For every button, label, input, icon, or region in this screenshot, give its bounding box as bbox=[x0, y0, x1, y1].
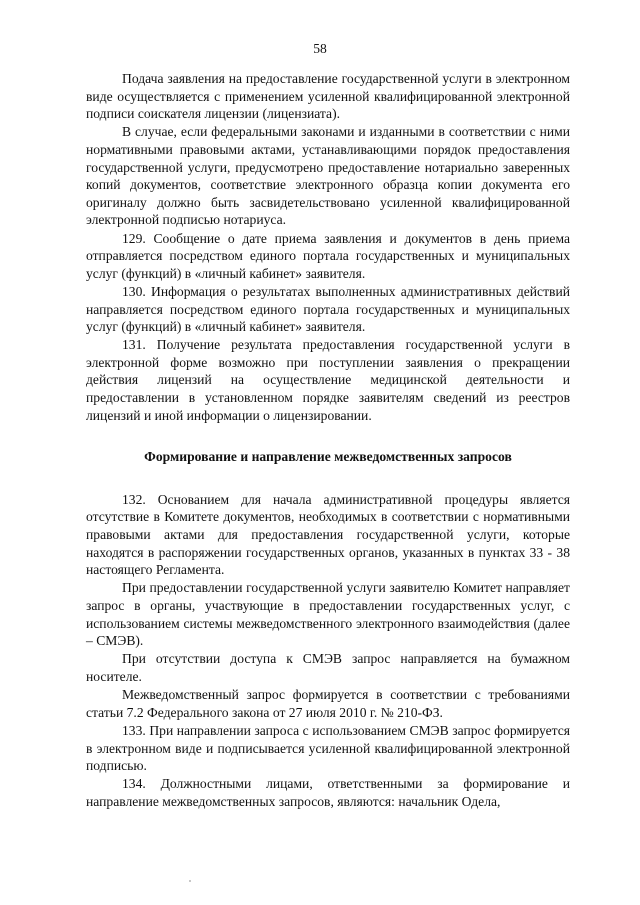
paragraph: Подача заявления на предоставление государственной услуги в электронном виде осуществляется с применением усиленной квалифицированной электронной подписи соискателя лицензии (лицензиата). bbox=[86, 71, 570, 122]
paragraph: 133. При направлении запроса с использованием СМЭВ запрос формируется в электронном виде и подписывается усиленной квалифицированной электронной подписью. bbox=[86, 722, 570, 774]
section-heading: Формирование и направление межведомственных запросов bbox=[144, 449, 512, 465]
paragraph: При предоставлении государственной услуги заявителю Комитет направляет запрос в органы, участвующие в предоставлении государственных услуг, с использованием системы межведомственного электронного взаимодействия (далее – СМЭВ). bbox=[86, 580, 570, 649]
paragraph: При отсутствии доступа к СМЭВ запрос направляется на бумажном носителе. bbox=[86, 651, 570, 684]
paragraph: 134. Должностными лицами, ответственными за формирование и направление межведомственных запросов, являются: начальник Одела, bbox=[86, 776, 570, 809]
page-number: 58 bbox=[313, 41, 327, 56]
scan-speck bbox=[189, 880, 191, 882]
paragraph: 130. Информация о результатах выполненных административных действий направляется посредством единого портала государственных и муниципальных услуг (функций) в «личный кабинет» заявителя. bbox=[86, 283, 570, 335]
paragraph: Межведомственный запрос формируется в соответствии с требованиями статьи 7.2 Федерального закона от 27 июля 2010 г. № 210-ФЗ. bbox=[86, 687, 570, 720]
document-body bbox=[86, 70, 570, 811]
paragraph: 132. Основанием для начала административной процедуры является отсутствие в Комитете документов, необходимых в соответствии с нормативными правовыми актами для предоставления государственной услуги, которые находятся в распоряжении государственных органов, указанных в пунктах 33 - 38 настоящего Регламента. bbox=[86, 491, 570, 578]
paragraph: В случае, если федеральными законами и изданными в соответствии с ними нормативными правовыми актами, устанавливающими порядок предоставления государственной услуги, предусмотрено предоставление нотариально заверенных копий документов, соответствие электронного образца копии документа его оригиналу должно быть засвидетельствовано усиленной квалифицированной электронной подписью нотариуса. bbox=[86, 124, 570, 228]
paragraph: 129. Сообщение о дате приема заявления и документов в день приема отправляется посредством единого портала государственных и муниципальных услуг (функций) в «личный кабинет» заявителя. bbox=[86, 230, 570, 281]
paragraph: 131. Получение результата предоставления государственной услуги в электронной форме возможно при поступлении заявления о прекращении действия лицензий на осуществление медицинской деятельности и предоставлении в установленном порядке заявителям сведений из реестров лицензий и иной информации о лицензировании. bbox=[86, 337, 570, 423]
